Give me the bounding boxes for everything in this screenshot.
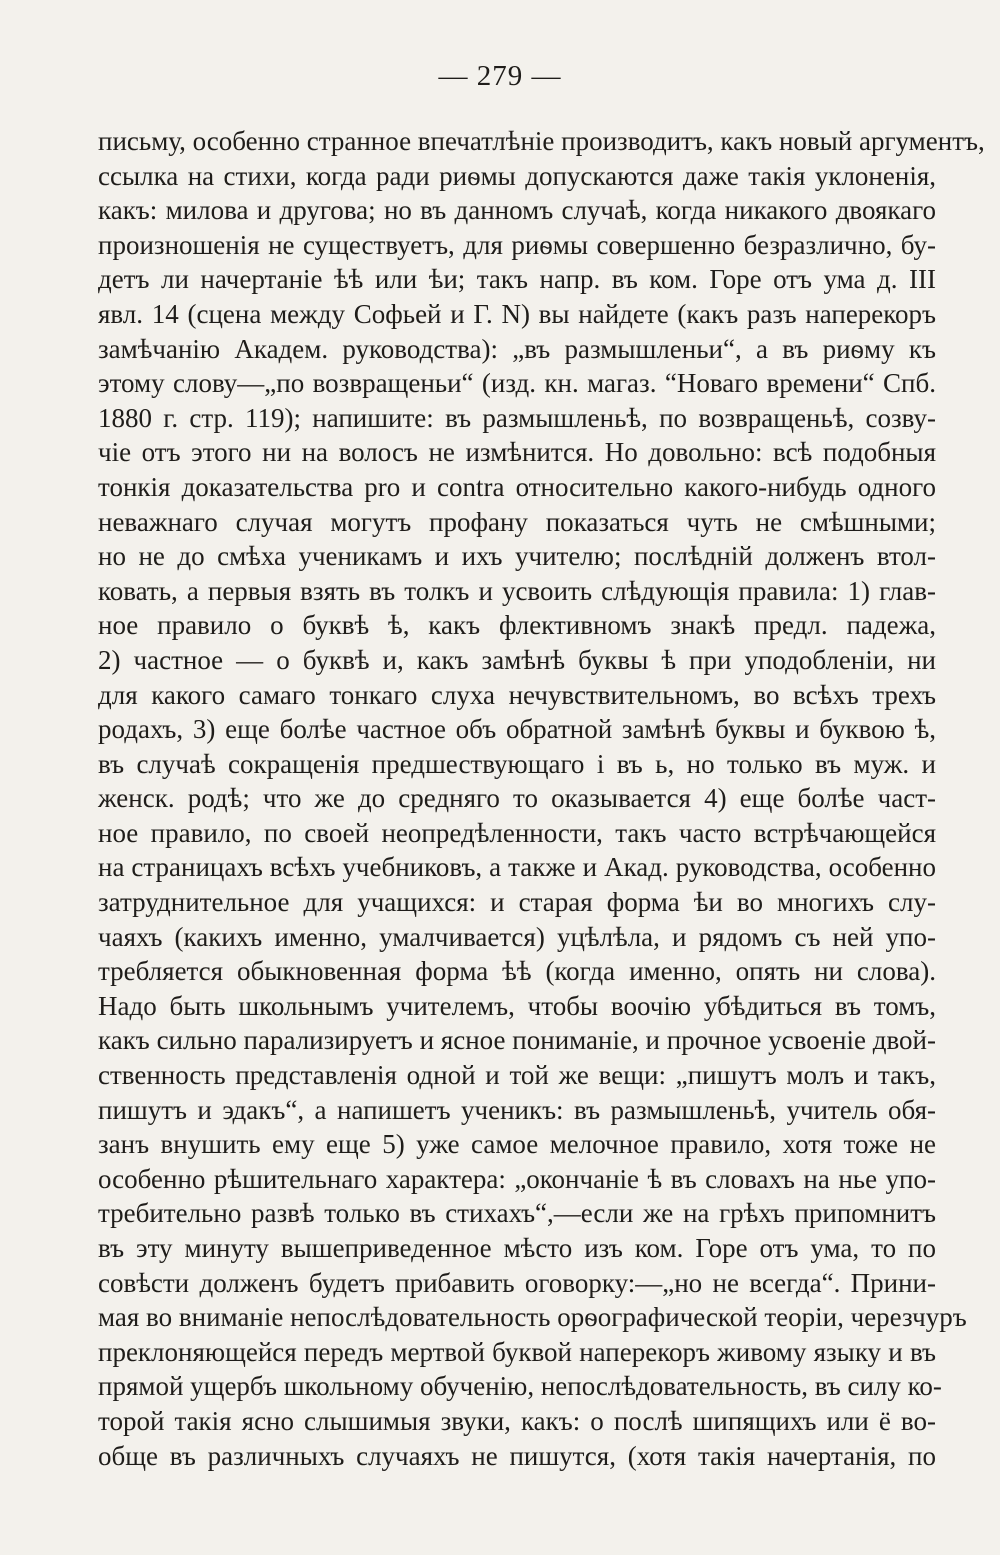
- text-line: преклоняющейся передъ мертвой буквой наперекоръ живому языку и въ: [98, 1336, 936, 1367]
- text-line: этому слову—„по возвращеньи“ (изд. кн. магаз. “Новаго времени“ Спб.: [98, 368, 936, 399]
- text-line: детъ ли начертаніе ѣѣ или ѣи; такъ напр. въ ком. Горе отъ ума д. III: [98, 264, 936, 295]
- text-line: торой такія ясно слышимыя звуки, какъ: о послѣ шипящихъ или ё во-: [98, 1405, 936, 1436]
- text-line: произношенія не существуетъ, для риѳмы совершенно безразлично, бу-: [98, 229, 936, 260]
- text-line: въ случаѣ сокращенія предшествующаго і въ ь, но только въ муж. и: [98, 748, 936, 779]
- text-line: Надо быть школьнымъ учителемъ, чтобы воочію убѣдиться въ томъ,: [98, 990, 936, 1021]
- text-line: родахъ, 3) еще болѣе частное объ обратной замѣнѣ буквы и буквою ѣ,: [98, 714, 936, 745]
- text-line: на страницахъ всѣхъ учебниковъ, а также и Акад. руководства, особенно: [98, 852, 936, 883]
- page-number: — 279 —: [438, 60, 562, 92]
- text-line: неважнаго случая могутъ профану показаться чуть не смѣшными;: [98, 506, 936, 537]
- text-line: въ эту минуту вышеприведенное мѣсто изъ ком. Горе отъ ума, то по: [98, 1233, 936, 1263]
- text-line: явл. 14 (сцена между Софьей и Г. N) вы найдете (какъ разъ наперекоръ: [98, 298, 936, 329]
- body-text: [98, 124, 985, 1473]
- text-line: требительно развѣ только въ стихахъ“,—если же на грѣхъ припомнитъ: [98, 1198, 936, 1229]
- text-line: занъ внушить ему еще 5) уже самое мелочное правило, хотя тоже не: [98, 1129, 936, 1160]
- text-line: особенно рѣшительнаго характера: „окончаніе ѣ въ словахъ на нье упо-: [98, 1163, 936, 1194]
- text-line: совѣсти долженъ будетъ прибавить оговорку:—„но не всегда“. Прини-: [98, 1267, 936, 1298]
- text-line: 1880 г. стр. 119); напишите: въ размышленьѣ, по возвращеньѣ, созву-: [98, 402, 936, 433]
- text-line: пишутъ и эдакъ“, а напишетъ ученикъ: въ размышленьѣ, учитель обя-: [98, 1094, 936, 1125]
- text-line: женск. родѣ; что же до средняго то оказывается 4) еще болѣе част-: [98, 783, 936, 814]
- text-line: письму, особенно странное впечатлѣніе производитъ, какъ новый аргументъ,: [98, 126, 985, 156]
- text-line: мая во вниманіе непослѣдовательность орѳографической теоріи, черезчуръ: [98, 1302, 967, 1333]
- text-line: затруднительное для учащихся: и старая форма ѣи во многихъ слу-: [98, 887, 936, 918]
- text-line: чаяхъ (какихъ именно, умалчивается) уцѣлѣла, и рядомъ съ ней упо-: [98, 921, 936, 952]
- text-line: но не до смѣха ученикамъ и ихъ учителю; послѣдній долженъ втол-: [98, 541, 936, 572]
- text-line: ное правило о буквѣ ѣ, какъ флективномъ знакѣ предл. падежа,: [98, 610, 936, 641]
- text-line: ссылка на стихи, когда ради риѳмы допускаются даже такія уклоненія,: [98, 160, 936, 191]
- text-line: требляется обыкновенная форма ѣѣ (когда именно, опять ни слова).: [98, 956, 936, 987]
- text-line: какъ сильно парализируетъ и ясное пониманіе, и прочное усвоеніе двой-: [98, 1025, 936, 1056]
- text-line: какъ: милова и другова; но въ данномъ случаѣ, когда никакого двоякаго: [98, 195, 936, 226]
- text-line: 2) частное — о буквѣ и, какъ замѣнѣ буквы ѣ при уподобленіи, ни: [98, 644, 936, 675]
- text-line: ное правило, по своей неопредѣленности, такъ часто встрѣчающейся: [98, 817, 936, 848]
- text-line: замѣчанію Академ. руководства): „въ размышленьи“, а въ риѳму къ: [98, 333, 936, 364]
- text-line: тонкія доказательства pro и contra относительно какого-нибудь одного: [98, 471, 936, 502]
- text-line: прямой ущербъ школьному обученію, непослѣдовательность, въ силу ко-: [98, 1371, 942, 1402]
- text-line: обще въ различныхъ случаяхъ не пишутся, (хотя такія начертанія, по: [98, 1440, 936, 1471]
- text-line: для какого самаго тонкаго слуха нечувствительномъ, во всѣхъ трехъ: [98, 679, 936, 710]
- text-line: ковать, а первыя взять въ толкъ и усвоить слѣдующія правила: 1) глав-: [98, 575, 936, 606]
- text-line: ственность представленія одной и той же вещи: „пишутъ молъ и такъ,: [98, 1060, 936, 1091]
- text-line: чіе отъ этого ни на волосъ не измѣнится. Но довольно: всѣ подобныя: [98, 437, 936, 468]
